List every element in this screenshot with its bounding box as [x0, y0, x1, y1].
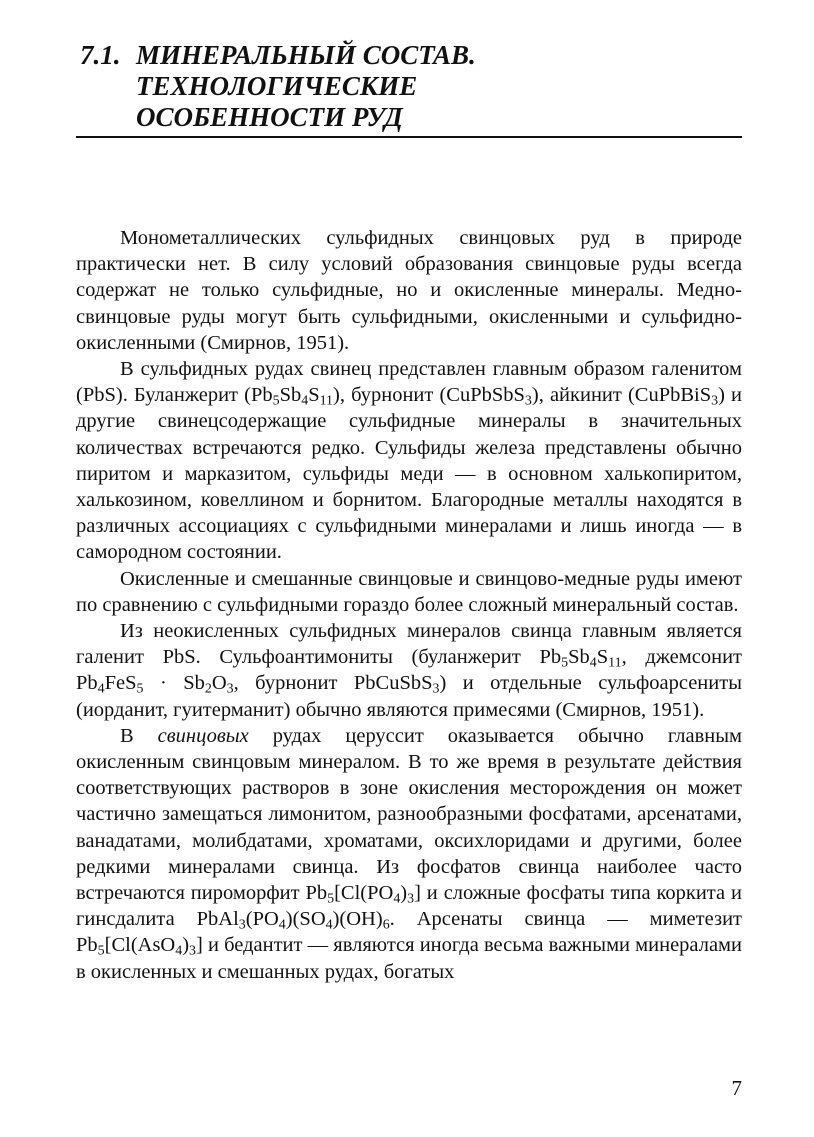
paragraph-5: В свинцовых рудах церуссит оказывается обычно главным окисленным свинцовым минералом. В то же время в результате действия соответствующих растворов в зоне окисления месторождения он может частично замещаться лимонитом, разнообразными фосфатами, арсенатами, ванадатами, молибдатами, хроматами, оксихлоридами и другими, более редкими минералами свинца. Из фосфатов свинца наиболее часто встречаются пироморфит $Pb_5[Cl(PO_4)_3]$ и сложные фосфаты типа коркита и гинсдалита $PbAl_3(PO_4)(SO_4)(OH)_6$. Арсенаты свинца — миметезит $Pb_5[Cl(AsO_4)_3]$ и бедантит — являются иногда весьма важными минералами в окисленных и смешанных рудах, богатых: [76, 724, 742, 983]
heading-line-1: МИНЕРАЛЬНЫЙ СОСТАВ.: [136, 40, 476, 70]
emphasis-lead: свинцовых: [157, 724, 249, 747]
section-heading: [80, 40, 740, 133]
section-number: 7.1.: [80, 40, 121, 70]
heading-line-2: ТЕХНОЛОГИЧЕСКИЕ: [136, 71, 418, 101]
paragraph-4: Из неокисленных сульфидных минералов свинца главным является галенит PbS. Сульфоантимониты (буланжерит $Pb_5Sb_4S_{11}$, джемсонит $Pb_4FeS_5 \cdot Sb_2O_3$, бурнонит PbCuSbS$_3$) и отдельные сульфоарсениты (иорданит, гуитерманит) обычно являются примесями (Смирнов, 1951).: [76, 620, 742, 721]
heading-divider: [76, 136, 742, 138]
page-number: 7: [731, 1076, 742, 1100]
body-text: [76, 225, 742, 985]
heading-line-3: ОСОБЕННОСТИ РУД: [136, 102, 403, 132]
paragraph-3: Окисленные и смешанные свинцовые и свинцово-медные руды имеют по сравнению с сульфидными гораздо более сложный минеральный состав.: [76, 567, 742, 616]
paragraph-1: Монометаллических сульфидных свинцовых руд в природе практически нет. В силу условий образования свинцовые руды всегда содержат не только сульфидные, но и окисленные минералы. Медно-свинцовые руды могут быть сульфидными, окисленными и сульфидно-окисленными (Смирнов, 1951).: [76, 227, 742, 354]
paragraph-2: В сульфидных рудах свинец представлен главным образом галенитом (PbS). Буланжерит $(Pb_5Sb_4S_{11})$, бурнонит (CuPbSbS$_3$), айкинит (CuPbBiS$_3$) и другие свинецсодержащие сульфидные минералы в значительных количествах встречаются редко. Сульфиды железа представлены обычно пиритом и марказитом, сульфиды меди — в основном халькопиритом, халькозином, ковеллином и борнитом. Благородные металлы находятся в различных ассоциациях с сульфидными минералами и лишь иногда — в самородном состоянии.: [76, 358, 742, 564]
